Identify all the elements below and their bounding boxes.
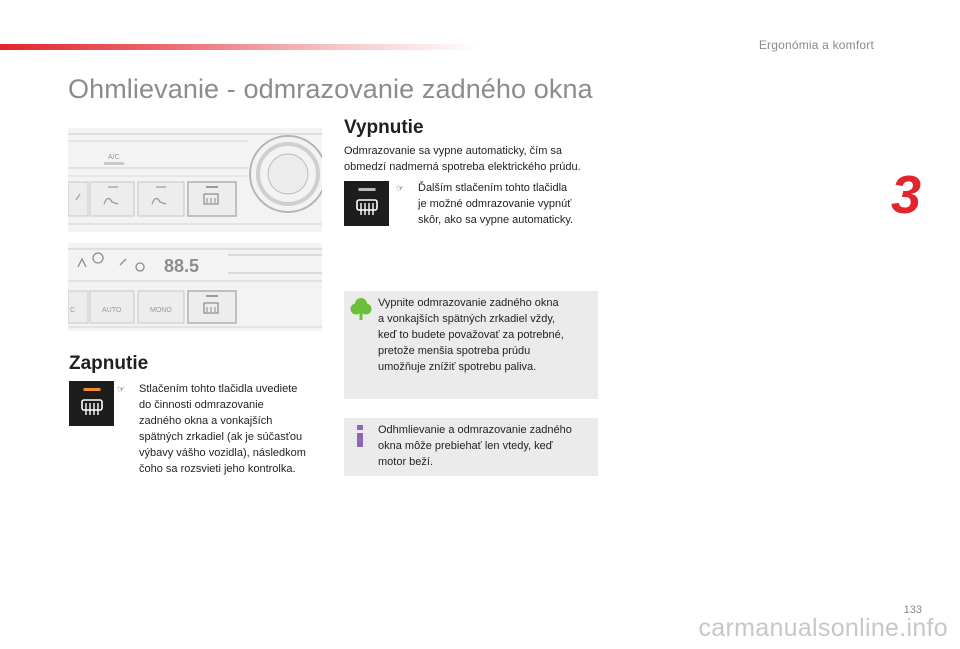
watermark: carmanualsonline.info — [698, 614, 948, 642]
header-accent-bar — [0, 44, 480, 50]
chapter-number: 3 — [891, 165, 920, 225]
rear-window-defrost-icon — [356, 199, 378, 217]
vypnutie-bullet: ☞ Ďalším stlačením tohto tlačidla je možné odmrazovanie vypnúť skôr, ako sa vypne automaticky. — [396, 182, 574, 226]
heading-zapnutie: Zapnutie — [69, 353, 149, 374]
pointing-hand-icon: ☞ — [396, 183, 405, 193]
section-name: Ergonómia a komfort — [758, 38, 874, 52]
display-digits: 88.5 — [164, 256, 200, 276]
auto-label: AUTO — [102, 307, 122, 314]
vypnutie-paragraph: Odmrazovanie sa vypne automaticky, čím sa obmedzí nadmerná spotreba elektrického prúdu. — [344, 145, 581, 173]
ac-label: A/C — [108, 154, 120, 161]
zapnutie-bullet: ☞ Stlačením tohto tlačidla uvediete do činnosti odmrazovanie zadného okna a vonkajších spätných zrkadiel (ak je súčasťou výbavy vášho vozidla), následkom čoho sa rozsvieti jeho kontrolka. — [117, 383, 306, 475]
rear-window-defrost-icon — [81, 399, 103, 417]
rear-defrost-on-icon — [69, 381, 114, 426]
panel-photo-auto — [68, 243, 322, 331]
mono-label: MONO — [150, 307, 172, 314]
pointing-hand-icon: ☞ — [117, 384, 126, 394]
eco-note: Vypnite odmrazovanie zadného okna a vonkajších spätných zrkadiel vždy, keď to budete považovať za potrebné, pretože menšia spotreba prúdu umožňuje znížiť spotrebu paliva. — [344, 291, 598, 399]
eco-tree-icon — [350, 297, 372, 321]
page-number: 133 — [903, 604, 922, 616]
rear-defrost-off-icon — [344, 181, 389, 226]
c-label: C — [70, 307, 76, 314]
panel-photo-ac — [68, 128, 322, 232]
info-icon — [350, 424, 370, 448]
heading-vypnutie: Vypnutie — [344, 117, 424, 138]
info-note: Odhmlievanie a odmrazovanie zadného okna môže prebiehať len vtedy, keď motor beží. — [344, 418, 598, 476]
page-title: Ohmlievanie - odmrazovanie zadného okna — [68, 74, 593, 104]
